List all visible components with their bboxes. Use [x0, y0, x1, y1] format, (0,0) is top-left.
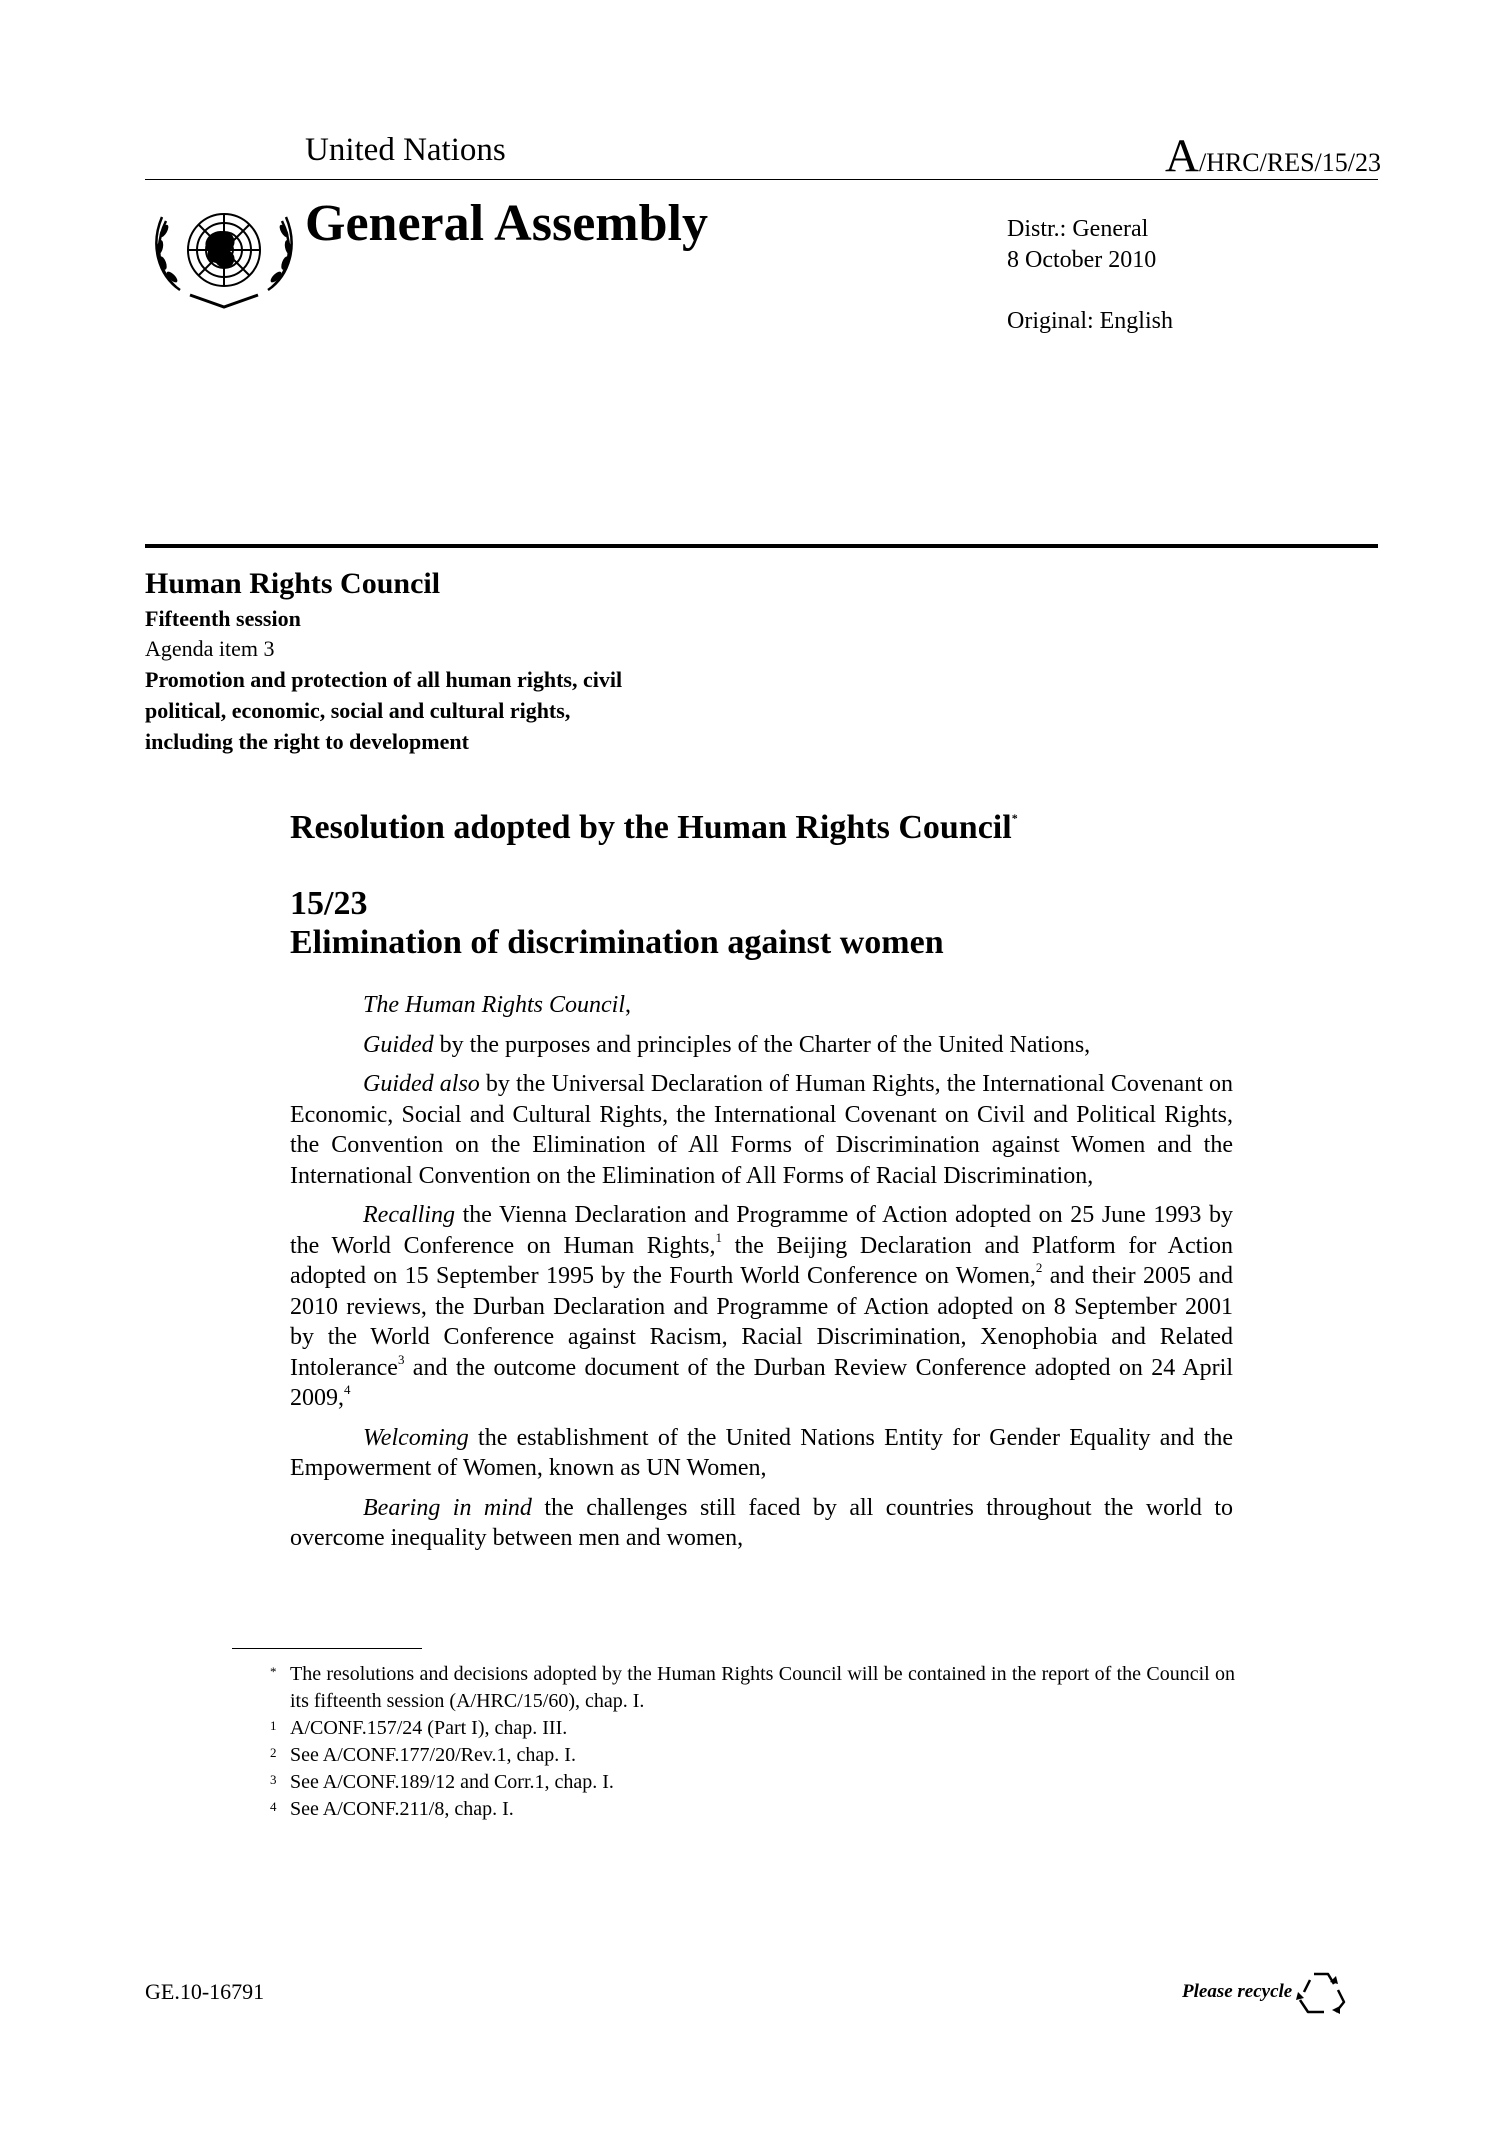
footnote: [270, 1715, 1235, 1742]
footnote-ref: 2: [1035, 1260, 1043, 1275]
council-name: Human Rights Council: [145, 567, 441, 600]
footnote-ref: 4: [344, 1382, 351, 1397]
footnote: [270, 1796, 1235, 1823]
preamble-paragraph: Guided also by the Universal Declaration of Human Rights, the International Covenant on Economic, Social and Cultural Rights, the International Covenant on Civil and Political Rights, the Convention on the Elimination of All Forms of Discrimination against Women and the International Convention on the Elimination of All Forms of Racial Discrimination,: [290, 1071, 1233, 1189]
session: Fifteenth session: [145, 606, 301, 631]
footnote-text: See A/CONF.189/12 and Corr.1, chap. I.: [290, 1771, 614, 1793]
footnote-mark: *: [270, 1664, 277, 1679]
footnote-mark: 1: [270, 1718, 277, 1733]
footnote-mark: 4: [270, 1799, 277, 1814]
recycle-icon: [1296, 1968, 1346, 2016]
distribution: Distr.: General: [1007, 216, 1149, 242]
resolution-number: 15/23: [290, 885, 368, 922]
footnote: [270, 1742, 1235, 1769]
agenda-item: Agenda item 3: [145, 636, 275, 661]
resolution-subject: Elimination of discrimination against women: [290, 924, 944, 961]
resolution-title-text: Resolution adopted by the Human Rights Council: [290, 809, 1012, 846]
agenda-title-line: including the right to development: [145, 729, 469, 754]
footnote-separator: [232, 1648, 422, 1649]
preamble-paragraph: Guided by the purposes and principles of the Charter of the United Nations,: [363, 1031, 1091, 1058]
organization-name: United Nations: [305, 132, 506, 168]
document-symbol-series: A: [1165, 130, 1199, 182]
document-symbol-number: /HRC/RES/15/23: [1198, 148, 1381, 177]
footnote-ref: 3: [397, 1351, 405, 1367]
agenda-title-line: political, economic, social and cultural rights,: [145, 698, 571, 723]
recycle-label: Please recycle: [1182, 1981, 1293, 2002]
header-rule: [145, 179, 1378, 180]
original-language: Original: English: [1007, 308, 1173, 334]
preamble-paragraph: Bearing in mind the challenges still faced by all countries throughout the world to overcome inequality between men and women,: [290, 1494, 1233, 1551]
agenda-title-line: Promotion and protection of all human rights, civil: [145, 667, 623, 692]
preamble-paragraph: Welcoming the establishment of the United Nations Entity for Gender Equality and the Empowerment of Women, known as UN Women,: [290, 1424, 1233, 1481]
recycle-notice: [1182, 1968, 1346, 2016]
resolution-body: [290, 990, 1233, 1563]
footnote-text: See A/CONF.177/20/Rev.1, chap. I.: [290, 1744, 576, 1766]
resolution-title: [290, 796, 1018, 850]
distribution-block: [1007, 214, 1156, 276]
footnote-text: A/CONF.157/24 (Part I), chap. III.: [290, 1717, 568, 1739]
footnote: [270, 1661, 1235, 1715]
document-symbol: [1165, 130, 1381, 190]
council-block: [145, 564, 845, 757]
general-assembly-title: General Assembly: [305, 195, 708, 252]
footnote: [270, 1769, 1235, 1796]
issue-date: 8 October 2010: [1007, 247, 1157, 273]
footnote-ref: 1: [715, 1229, 722, 1245]
un-emblem-icon: [150, 195, 298, 315]
footnote-mark: 2: [270, 1745, 277, 1760]
footnotes: [270, 1661, 1235, 1823]
section-rule: [145, 544, 1378, 548]
footnote-mark: 3: [270, 1772, 277, 1787]
document-number: GE.10-16791: [145, 1979, 265, 2004]
preamble-paragraph: Recalling the Vienna Declaration and Programme of Action adopted on 25 June 1993 by the World Conference on Human Rights,$^1$ the Beijing Declaration and Platform for Action adopted on 15 September 1995 by the Fourth World Conference on Women,$^2$ and their 2005 and 2010 reviews, the Durban Declaration and Programme of Action adopted on 8 September 2001 by the World Conference against Racism, Racial Discrimination, Xenophobia and Related Intolerance$^3$ and the outcome document of the Durban Review Conference adopted on 24 April 2009,$^4$: [290, 1202, 1234, 1411]
footnote-text: See A/CONF.211/8, chap. I.: [290, 1798, 514, 1820]
preamble-paragraph: The Human Rights Council,: [363, 992, 631, 1018]
footnote-text: The resolutions and decisions adopted by the Human Rights Council will be contained in the report of the Council on its fifteenth session (A/HRC/15/60), chap. I.: [290, 1663, 1235, 1712]
footnote-ref: *: [1011, 811, 1018, 825]
